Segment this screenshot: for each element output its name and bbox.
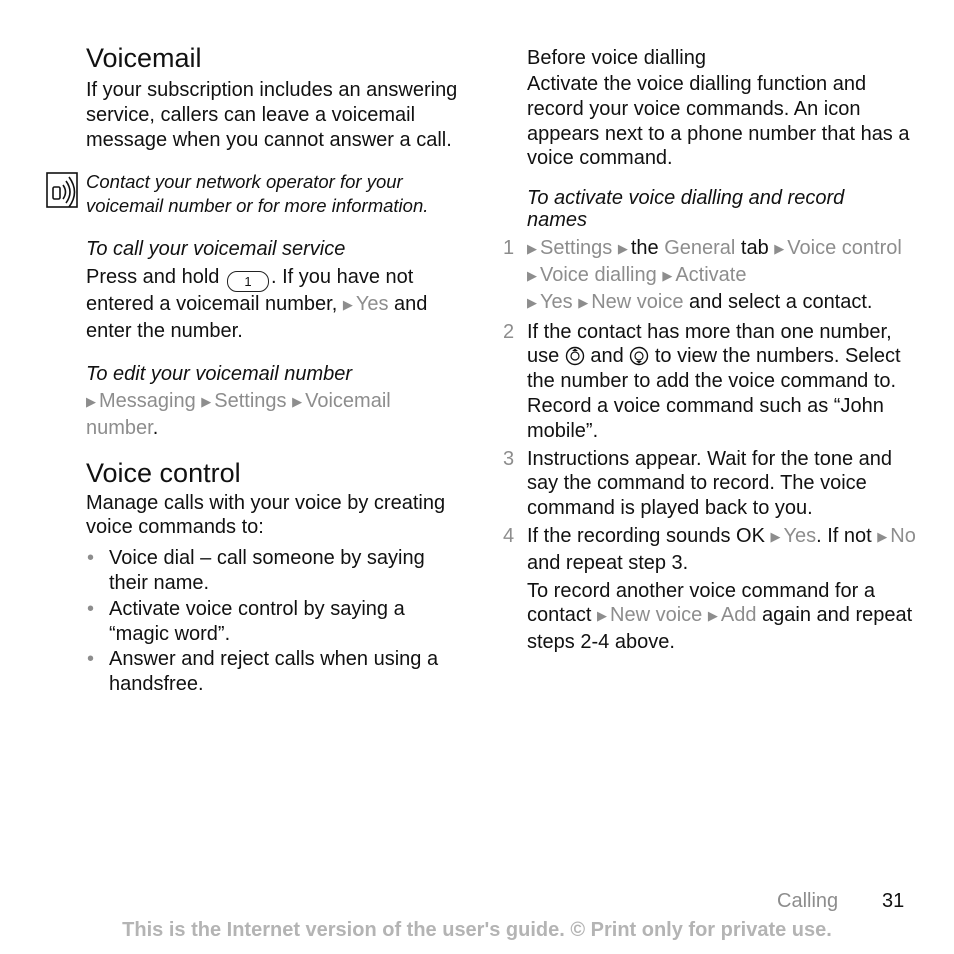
call-voicemail-title: To call your voicemail service — [86, 238, 346, 261]
arrow-icon: ▶ — [774, 241, 785, 257]
bullet-icon: • — [87, 648, 95, 671]
extra-before: To record another voice command for a contact — [527, 579, 875, 627]
voicemail-note — [86, 170, 462, 217]
arrow-icon: ▶ — [707, 608, 718, 624]
arrow-icon: ▶ — [201, 393, 212, 409]
call-voicemail-instructions — [86, 265, 462, 344]
step2-after: to view the numbers. Select the number to add the voice command to. Record a voice command such as “John mobile”. — [527, 345, 901, 442]
navigation-key-up-icon — [565, 346, 585, 366]
arrow-icon: ▶ — [877, 528, 888, 544]
voicemail-intro: If your subscription includes an answering service, callers can leave a voicemail message when you cannot answer a call. — [86, 79, 458, 151]
before-voice-dialling-heading: Before voice dialling — [527, 47, 706, 69]
step4-before: If the recording sounds OK — [527, 524, 765, 547]
step-1 — [503, 236, 917, 316]
arrow-icon: ▶ — [597, 608, 608, 624]
menu-settings: Settings — [540, 237, 613, 260]
bullet-icon: • — [87, 597, 95, 620]
left-column — [86, 40, 462, 697]
record-another-text — [527, 579, 917, 655]
navigation-key-down-icon — [629, 346, 649, 366]
menu-no: No — [890, 524, 916, 547]
activate-steps — [503, 236, 917, 575]
arrow-icon: ▶ — [617, 241, 628, 257]
edit-period: . — [152, 416, 159, 439]
activate-voice-dialling-title: To activate voice dialling and record names — [527, 187, 845, 232]
step3-text: Instructions appear. Wait for the tone and say the command to record. The voice command is played back to you. — [527, 447, 893, 520]
arrow-icon: ▶ — [292, 393, 303, 409]
menu-messaging: Messaging — [99, 389, 196, 412]
step4-mid: . If not — [816, 524, 872, 547]
arrow-icon: ▶ — [527, 294, 537, 310]
menu-new-voice: New voice — [591, 290, 684, 313]
bullet-text: Activate voice control by saying a “magic word”. — [109, 597, 405, 645]
page-number: 31 — [882, 890, 905, 912]
menu-settings: Settings — [214, 389, 287, 412]
step-3 — [503, 447, 917, 521]
voice-control-heading: Voice control — [86, 457, 241, 488]
footer-disclaimer: This is the Internet version of the user's guide. © Print only for private use. — [122, 919, 832, 941]
menu-voice-dialling: Voice dialling — [540, 263, 657, 286]
voice-control-bullets — [86, 546, 462, 697]
step2-before: If the contact has more than one number, use — [527, 320, 892, 368]
edit-voicemail-title: To edit your voicemail number — [86, 362, 353, 385]
arrow-icon: ▶ — [578, 294, 589, 310]
call-text-before: Press and hold — [86, 266, 220, 289]
bullet-text: Answer and reject calls when using a handsfree. — [109, 648, 439, 696]
before-voice-dialling-text: Activate the voice dialling function and record your voice commands. An icon appears next to a phone number that has a voice command. — [527, 73, 910, 170]
menu-activate: Activate — [675, 263, 747, 286]
arrow-icon: ▶ — [527, 241, 537, 257]
voicemail-heading: Voicemail — [86, 43, 202, 73]
footer-section-label: Calling — [777, 890, 839, 912]
menu-new-voice: New voice — [610, 604, 703, 627]
arrow-icon: ▶ — [86, 393, 96, 409]
call-text-after: . If you have not entered a voicemail number, — [86, 266, 414, 316]
step1-tab: tab — [740, 237, 769, 260]
menu-yes: Yes — [540, 290, 573, 313]
arrow-icon: ▶ — [527, 267, 537, 283]
voice-control-intro: Manage calls with your voice by creating voice commands to: — [86, 491, 446, 539]
menu-voicemail-number: Voicemail number — [86, 389, 391, 439]
arrow-icon: ▶ — [342, 297, 353, 313]
right-column — [503, 46, 917, 655]
bullet-item — [86, 546, 462, 596]
note-text: Contact your network operator for your voicemail number or for more information. — [86, 171, 429, 216]
step-number: 2 — [503, 320, 515, 343]
bullet-icon: • — [87, 547, 95, 570]
step-4 — [503, 524, 917, 576]
edit-voicemail-path — [86, 389, 462, 441]
note-icon — [46, 172, 78, 208]
step4-end: and repeat step 3. — [527, 551, 689, 574]
bullet-item — [86, 647, 462, 697]
step-2 — [503, 320, 917, 444]
step-number: 3 — [503, 447, 515, 470]
step2-and: and — [590, 345, 624, 368]
menu-add: Add — [720, 604, 757, 627]
extra-end: again and repeat steps 2-4 above. — [527, 604, 913, 654]
arrow-icon: ▶ — [662, 267, 673, 283]
step1-the: the — [630, 237, 659, 260]
step-number: 4 — [503, 524, 515, 547]
menu-voice-control: Voice control — [787, 237, 902, 260]
menu-general: General — [664, 237, 736, 260]
call-text-end: and enter the number. — [86, 293, 428, 343]
bullet-item — [86, 597, 462, 647]
menu-yes: Yes — [783, 524, 817, 547]
bullet-text: Voice dial – call someone by saying their name. — [109, 547, 425, 594]
menu-yes: Yes — [355, 293, 389, 316]
step1-end: and select a contact. — [689, 290, 873, 313]
key-1-icon: 1 — [227, 271, 269, 292]
step-number: 1 — [503, 237, 515, 260]
arrow-icon: ▶ — [770, 528, 781, 544]
